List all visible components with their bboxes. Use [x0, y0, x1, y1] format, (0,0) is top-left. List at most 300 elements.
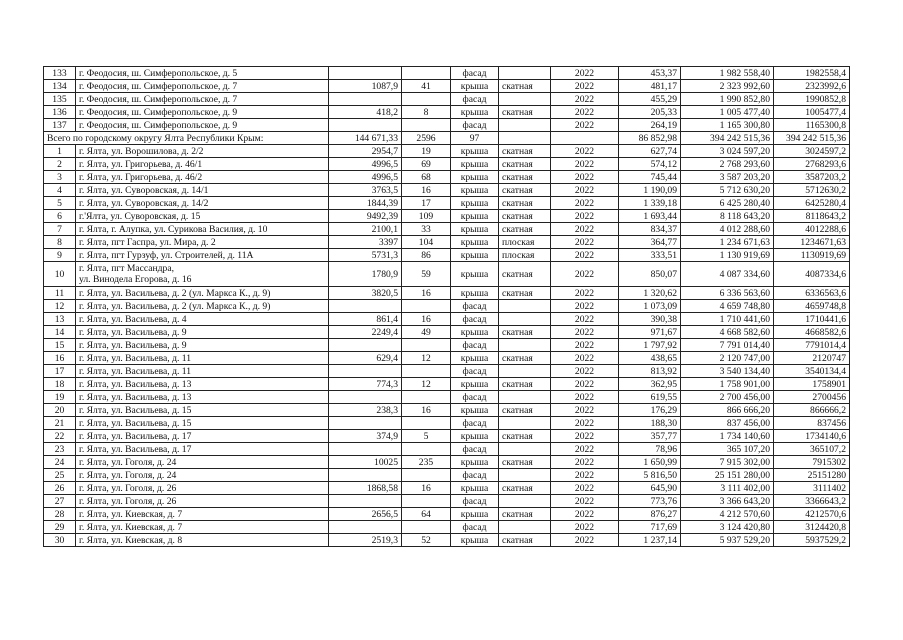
square-meters-cell: 619,55: [619, 391, 681, 404]
roof-type-cell: [499, 93, 551, 106]
square-meters-cell: 717,69: [619, 521, 681, 534]
table-row: [44, 145, 850, 158]
table-row: [44, 236, 850, 249]
cost-total-cell: 25151280: [774, 469, 850, 482]
roof-type-cell: скатная: [499, 80, 551, 93]
cost-total-cell: 2120747: [774, 352, 850, 365]
row-number: 135: [44, 93, 76, 106]
table-row: [44, 521, 850, 534]
apartments-cell: 16: [402, 184, 451, 197]
square-meters-cell: 1 190,09: [619, 184, 681, 197]
year-cell: 2022: [551, 80, 619, 93]
square-meters-cell: 574,12: [619, 158, 681, 171]
row-number: 23: [44, 443, 76, 456]
row-number: 2: [44, 158, 76, 171]
row-number: 22: [44, 430, 76, 443]
row-number: 5: [44, 197, 76, 210]
apartments-cell: 52: [402, 534, 451, 547]
row-number: 14: [44, 326, 76, 339]
roof-type-cell: [499, 300, 551, 313]
apartments-cell: [402, 443, 451, 456]
row-number: 133: [44, 67, 76, 80]
square-meters-cell: 362,95: [619, 378, 681, 391]
square-meters-cell: 264,19: [619, 119, 681, 132]
year-cell: 2022: [551, 223, 619, 236]
element-cell: крыша: [451, 223, 499, 236]
apartments-cell: 86: [402, 249, 451, 262]
year-cell: 2022: [551, 262, 619, 287]
area-cell: 5731,3: [329, 249, 402, 262]
roof-type-cell: скатная: [499, 262, 551, 287]
table-row: [44, 313, 850, 326]
address-cell: г. Феодосия, ш. Симферопольское, д. 9: [76, 119, 329, 132]
year-cell: 2022: [551, 352, 619, 365]
table-row: [44, 106, 850, 119]
cost-cell: 1 710 441,60: [681, 313, 774, 326]
row-number: 7: [44, 223, 76, 236]
cost-cell: 3 124 420,80: [681, 521, 774, 534]
area-cell: [329, 365, 402, 378]
cost-total-cell: 1234671,63: [774, 236, 850, 249]
element-cell: крыша: [451, 184, 499, 197]
address-cell: г. Ялта, ул. Васильева, д. 4: [76, 313, 329, 326]
apartments-cell: [402, 300, 451, 313]
subtotal-cost: 394 242 515,36: [681, 132, 774, 145]
roof-type-cell: плоская: [499, 249, 551, 262]
cost-total-cell: 3024597,2: [774, 145, 850, 158]
cost-total-cell: 5937529,2: [774, 534, 850, 547]
square-meters-cell: 834,37: [619, 223, 681, 236]
roof-type-cell: [499, 417, 551, 430]
element-cell: фасад: [451, 119, 499, 132]
roof-type-cell: скатная: [499, 184, 551, 197]
element-cell: фасад: [451, 391, 499, 404]
row-number: 26: [44, 482, 76, 495]
apartments-cell: 33: [402, 223, 451, 236]
table-row: [44, 469, 850, 482]
element-cell: фасад: [451, 417, 499, 430]
cost-cell: 1 982 558,40: [681, 67, 774, 80]
cost-cell: 1 005 477,40: [681, 106, 774, 119]
subtotal-section: [44, 132, 850, 145]
row-number: 24: [44, 456, 76, 469]
year-cell: 2022: [551, 365, 619, 378]
year-cell: 2022: [551, 417, 619, 430]
roof-type-cell: [499, 339, 551, 352]
address-cell: г. Ялта, ул. Киевская, д. 7: [76, 521, 329, 534]
year-cell: 2022: [551, 378, 619, 391]
element-cell: крыша: [451, 456, 499, 469]
subtotal-row: [44, 132, 850, 145]
cost-cell: 3 366 643,20: [681, 495, 774, 508]
area-cell: [329, 469, 402, 482]
roof-type-cell: [499, 391, 551, 404]
row-number: 15: [44, 339, 76, 352]
element-cell: крыша: [451, 158, 499, 171]
area-cell: 238,3: [329, 404, 402, 417]
subtotal-label: Всего по городскому округу Ялта Республики Крым:: [44, 132, 329, 145]
square-meters-cell: 1 339,18: [619, 197, 681, 210]
cost-cell: 2 323 992,60: [681, 80, 774, 93]
apartments-cell: [402, 365, 451, 378]
row-number: 1: [44, 145, 76, 158]
cost-cell: 3 111 402,00: [681, 482, 774, 495]
apartments-cell: [402, 521, 451, 534]
area-cell: [329, 119, 402, 132]
address-cell: г. Феодосия, ш. Симферопольское, д. 5: [76, 67, 329, 80]
cost-total-cell: 4012288,6: [774, 223, 850, 236]
roof-type-cell: скатная: [499, 352, 551, 365]
row-number: 13: [44, 313, 76, 326]
row-number: 17: [44, 365, 76, 378]
square-meters-cell: 188,30: [619, 417, 681, 430]
element-cell: крыша: [451, 145, 499, 158]
cost-cell: 365 107,20: [681, 443, 774, 456]
roof-type-cell: скатная: [499, 145, 551, 158]
square-meters-cell: 971,67: [619, 326, 681, 339]
square-meters-cell: 333,51: [619, 249, 681, 262]
cost-cell: 1 165 300,80: [681, 119, 774, 132]
cost-cell: 8 118 643,20: [681, 210, 774, 223]
cost-cell: 4 087 334,60: [681, 262, 774, 287]
row-number: 25: [44, 469, 76, 482]
cost-cell: 3 587 203,20: [681, 171, 774, 184]
year-cell: 2022: [551, 456, 619, 469]
row-number: 12: [44, 300, 76, 313]
address-line-1: г. Ялта, пгт Массандра,: [79, 263, 175, 274]
roof-type-cell: [499, 495, 551, 508]
table-row: [44, 430, 850, 443]
table-row: [44, 508, 850, 521]
area-cell: [329, 93, 402, 106]
table-row: [44, 287, 850, 300]
roof-type-cell: скатная: [499, 482, 551, 495]
element-cell: фасад: [451, 300, 499, 313]
table-row: [44, 119, 850, 132]
table-row: [44, 352, 850, 365]
table-row: [44, 171, 850, 184]
table-row: [44, 482, 850, 495]
area-cell: [329, 339, 402, 352]
cost-total-cell: 4668582,6: [774, 326, 850, 339]
cost-cell: 866 666,20: [681, 404, 774, 417]
cost-total-cell: 4087334,6: [774, 262, 850, 287]
cost-total-cell: 1165300,8: [774, 119, 850, 132]
cost-total-cell: 4659748,8: [774, 300, 850, 313]
year-cell: 2022: [551, 67, 619, 80]
area-cell: 774,3: [329, 378, 402, 391]
apartments-cell: [402, 93, 451, 106]
year-cell: 2022: [551, 339, 619, 352]
address-cell: г. Ялта, пгт Гурзуф, ул. Строителей, д. 11А: [76, 249, 329, 262]
area-cell: 861,4: [329, 313, 402, 326]
roof-type-cell: [499, 443, 551, 456]
year-cell: 2022: [551, 443, 619, 456]
area-cell: 418,2: [329, 106, 402, 119]
cost-cell: 7 915 302,00: [681, 456, 774, 469]
element-cell: фасад: [451, 313, 499, 326]
apartments-cell: 104: [402, 236, 451, 249]
area-cell: 3820,5: [329, 287, 402, 300]
square-meters-cell: 205,33: [619, 106, 681, 119]
cost-total-cell: 1005477,4: [774, 106, 850, 119]
year-cell: 2022: [551, 313, 619, 326]
area-cell: 3763,5: [329, 184, 402, 197]
year-cell: 2022: [551, 482, 619, 495]
cost-total-cell: 2700456: [774, 391, 850, 404]
year-cell: 2022: [551, 197, 619, 210]
element-cell: крыша: [451, 171, 499, 184]
square-meters-cell: 390,38: [619, 313, 681, 326]
cost-total-cell: 2323992,6: [774, 80, 850, 93]
square-meters-cell: 1 237,14: [619, 534, 681, 547]
square-meters-cell: 745,44: [619, 171, 681, 184]
cost-cell: 4 212 570,60: [681, 508, 774, 521]
apartments-cell: 64: [402, 508, 451, 521]
area-cell: 2656,5: [329, 508, 402, 521]
table-row: [44, 326, 850, 339]
area-cell: 1844,39: [329, 197, 402, 210]
table-row: [44, 249, 850, 262]
table-row: [44, 93, 850, 106]
element-cell: крыша: [451, 508, 499, 521]
cost-total-cell: 3366643,2: [774, 495, 850, 508]
row-number: 20: [44, 404, 76, 417]
element-cell: крыша: [451, 326, 499, 339]
cost-total-cell: 3587203,2: [774, 171, 850, 184]
table-row: [44, 223, 850, 236]
roof-type-cell: скатная: [499, 456, 551, 469]
apartments-cell: 5: [402, 430, 451, 443]
cost-cell: 3 024 597,20: [681, 145, 774, 158]
square-meters-cell: 1 650,99: [619, 456, 681, 469]
year-cell: 2022: [551, 326, 619, 339]
cost-cell: 6 336 563,60: [681, 287, 774, 300]
area-cell: 374,9: [329, 430, 402, 443]
cost-cell: 837 456,00: [681, 417, 774, 430]
address-cell: г. Ялта, ул. Васильева, д. 17: [76, 443, 329, 456]
address-cell: г. Ялта, ул. Васильева, д. 13: [76, 378, 329, 391]
year-cell: 2022: [551, 287, 619, 300]
area-cell: [329, 67, 402, 80]
apartments-cell: 59: [402, 262, 451, 287]
row-number: 134: [44, 80, 76, 93]
address-cell: г. Ялта, ул. Васильева, д. 17: [76, 430, 329, 443]
cost-cell: 5 937 529,20: [681, 534, 774, 547]
address-cell: г. Ялта, г. Алупка, ул. Сурикова Василия, д. 10: [76, 223, 329, 236]
area-cell: 629,4: [329, 352, 402, 365]
cost-total-cell: 7791014,4: [774, 339, 850, 352]
element-cell: крыша: [451, 249, 499, 262]
row-number: 19: [44, 391, 76, 404]
table-row: [44, 262, 850, 287]
element-cell: крыша: [451, 378, 499, 391]
element-cell: фасад: [451, 339, 499, 352]
table-row: [44, 197, 850, 210]
subtotal-empty-roof: [499, 132, 551, 145]
subtotal-apartments: 2596: [402, 132, 451, 145]
square-meters-cell: 453,37: [619, 67, 681, 80]
address-cell: г. Ялта, ул. Васильева, д. 11: [76, 352, 329, 365]
element-cell: фасад: [451, 67, 499, 80]
roof-type-cell: скатная: [499, 287, 551, 300]
cost-total-cell: 1990852,8: [774, 93, 850, 106]
square-meters-cell: 876,27: [619, 508, 681, 521]
cost-cell: 1 130 919,69: [681, 249, 774, 262]
table-row: [44, 404, 850, 417]
cost-total-cell: 866666,2: [774, 404, 850, 417]
area-cell: [329, 391, 402, 404]
apartments-cell: [402, 391, 451, 404]
element-cell: крыша: [451, 287, 499, 300]
year-cell: 2022: [551, 495, 619, 508]
cost-total-cell: 1130919,69: [774, 249, 850, 262]
cost-cell: 2 700 456,00: [681, 391, 774, 404]
cost-cell: 6 425 280,40: [681, 197, 774, 210]
apartments-cell: [402, 67, 451, 80]
apartments-cell: 235: [402, 456, 451, 469]
roof-type-cell: скатная: [499, 508, 551, 521]
row-number: 9: [44, 249, 76, 262]
element-cell: крыша: [451, 352, 499, 365]
repair-register-table: [43, 66, 850, 547]
cost-cell: 4 012 288,60: [681, 223, 774, 236]
address-cell: г. Ялта, ул. Киевская, д. 8: [76, 534, 329, 547]
area-cell: [329, 521, 402, 534]
address-cell: г. Ялта, ул. Григорьева, д. 46/1: [76, 158, 329, 171]
year-cell: 2022: [551, 391, 619, 404]
cost-cell: 5 712 630,20: [681, 184, 774, 197]
year-cell: 2022: [551, 106, 619, 119]
area-cell: 1780,9: [329, 262, 402, 287]
apartments-cell: 109: [402, 210, 451, 223]
table-row: [44, 417, 850, 430]
table-row: [44, 456, 850, 469]
address-cell: г. Ялта, ул. Гоголя, д. 26: [76, 482, 329, 495]
roof-type-cell: [499, 365, 551, 378]
row-number: 27: [44, 495, 76, 508]
cost-total-cell: 7915302: [774, 456, 850, 469]
row-number: 6: [44, 210, 76, 223]
table-row: [44, 80, 850, 93]
area-cell: 9492,39: [329, 210, 402, 223]
cost-total-cell: 2768293,6: [774, 158, 850, 171]
roof-type-cell: [499, 119, 551, 132]
apartments-cell: [402, 119, 451, 132]
cost-total-cell: 3111402: [774, 482, 850, 495]
roof-type-cell: [499, 313, 551, 326]
subtotal-empty-year: [551, 132, 619, 145]
subtotal-sqm: 86 852,98: [619, 132, 681, 145]
roof-type-cell: скатная: [499, 430, 551, 443]
roof-type-cell: [499, 67, 551, 80]
square-meters-cell: 357,77: [619, 430, 681, 443]
table-row: [44, 339, 850, 352]
roof-type-cell: скатная: [499, 223, 551, 236]
square-meters-cell: 813,92: [619, 365, 681, 378]
cost-cell: 1 734 140,60: [681, 430, 774, 443]
address-cell: г. Ялта, ул. Васильева, д. 2 (ул. Маркса К., д. 9): [76, 300, 329, 313]
apartments-cell: [402, 469, 451, 482]
area-cell: 1087,9: [329, 80, 402, 93]
table-row: [44, 443, 850, 456]
roof-type-cell: скатная: [499, 326, 551, 339]
apartments-cell: 49: [402, 326, 451, 339]
roof-type-cell: скатная: [499, 197, 551, 210]
element-cell: фасад: [451, 443, 499, 456]
address-cell: г. Ялта, ул. Васильева, д. 9: [76, 326, 329, 339]
element-cell: крыша: [451, 482, 499, 495]
cost-cell: 25 151 280,00: [681, 469, 774, 482]
cost-total-cell: 1982558,4: [774, 67, 850, 80]
square-meters-cell: 645,90: [619, 482, 681, 495]
cost-total-cell: 4212570,6: [774, 508, 850, 521]
element-cell: фасад: [451, 93, 499, 106]
address-cell: г.'Ялта, ул. Суворовская, д. 15: [76, 210, 329, 223]
table-row: [44, 391, 850, 404]
apartments-cell: 16: [402, 404, 451, 417]
element-cell: крыша: [451, 534, 499, 547]
area-cell: 2249,4: [329, 326, 402, 339]
apartments-cell: 68: [402, 171, 451, 184]
cost-total-cell: 1734140,6: [774, 430, 850, 443]
square-meters-cell: 773,76: [619, 495, 681, 508]
square-meters-cell: 1 320,62: [619, 287, 681, 300]
cost-total-cell: 6425280,4: [774, 197, 850, 210]
cost-cell: 2 768 293,60: [681, 158, 774, 171]
row-number: 136: [44, 106, 76, 119]
row-number: 11: [44, 287, 76, 300]
square-meters-cell: 455,29: [619, 93, 681, 106]
element-cell: крыша: [451, 197, 499, 210]
element-cell: фасад: [451, 469, 499, 482]
year-cell: 2022: [551, 236, 619, 249]
row-number: 16: [44, 352, 76, 365]
row-number: 4: [44, 184, 76, 197]
address-cell: г. Ялта, ул. Гоголя, д. 26: [76, 495, 329, 508]
address-cell: г. Ялта, ул. Суворовская, д. 14/1: [76, 184, 329, 197]
square-meters-cell: 1 797,92: [619, 339, 681, 352]
element-cell: крыша: [451, 404, 499, 417]
year-cell: 2022: [551, 300, 619, 313]
table-row: [44, 495, 850, 508]
yalta-rows: [44, 145, 850, 547]
apartments-cell: [402, 495, 451, 508]
cost-cell: 2 120 747,00: [681, 352, 774, 365]
cost-total-cell: 6336563,6: [774, 287, 850, 300]
row-number: 18: [44, 378, 76, 391]
year-cell: 2022: [551, 249, 619, 262]
year-cell: 2022: [551, 119, 619, 132]
area-cell: 10025: [329, 456, 402, 469]
square-meters-cell: 481,17: [619, 80, 681, 93]
area-cell: 3397: [329, 236, 402, 249]
area-cell: 2519,3: [329, 534, 402, 547]
year-cell: 2022: [551, 171, 619, 184]
roof-type-cell: скатная: [499, 404, 551, 417]
address-cell: г. Ялта, ул. Васильева, д. 11: [76, 365, 329, 378]
year-cell: 2022: [551, 158, 619, 171]
address-cell: г. Феодосия, ш. Симферопольское, д. 9: [76, 106, 329, 119]
row-number: 8: [44, 236, 76, 249]
apartments-cell: 16: [402, 482, 451, 495]
table-row: [44, 210, 850, 223]
address-cell: г. Ялта, ул. Григорьева, д. 46/2: [76, 171, 329, 184]
apartments-cell: 16: [402, 287, 451, 300]
address-cell: г. Ялта, ул. Васильева, д. 15: [76, 417, 329, 430]
square-meters-cell: 364,77: [619, 236, 681, 249]
apartments-cell: [402, 339, 451, 352]
